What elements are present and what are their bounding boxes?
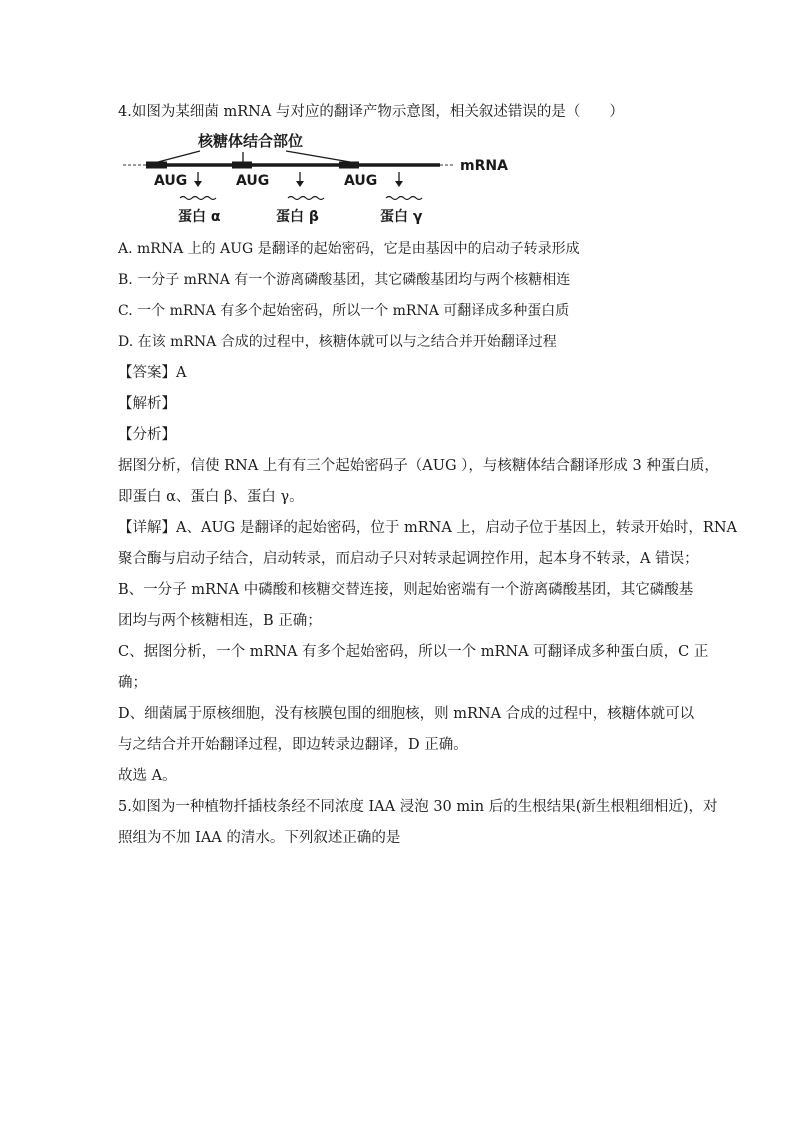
analysis-heading: 【解析】 <box>118 396 176 412</box>
mrna-label: mRNA <box>460 158 508 174</box>
analysis-line-1: 据图分析，信使 RNA 上有有三个起始密码子（AUG ），与核糖体结合翻译形成 3 种蛋白质， <box>118 458 719 474</box>
start-codon-block-3 <box>339 162 359 169</box>
protein-beta-label: 蛋白 β <box>276 209 319 225</box>
detail-line-7: D、细菌属于原核细胞，没有核膜包围的细胞核，则 mRNA 合成的过程中，核糖体就可以 <box>118 706 695 722</box>
aug-label-3: AUG <box>344 173 378 189</box>
question-5-stem-line-2: 照组为不加 IAA 的清水。下列叙述正确的是 <box>118 830 401 846</box>
option-b: B. 一分子 mRNA 有一个游离磷酸基团，其它磷酸基团均与两个核糖相连 <box>118 272 571 288</box>
ribosome-binding-site-label: 核糖体结合部位 <box>198 132 304 150</box>
option-a: A. mRNA 上的 AUG 是翻译的起始密码，它是由基因中的启动子转录形成 <box>118 241 580 257</box>
detail-line-9: 故选 A。 <box>118 768 177 784</box>
answer-line: 【答案】A <box>118 365 187 381</box>
detail-line-3: B、一分子 mRNA 中磷酸和核糖交替连接，则起始密端有一个游离磷酸基团，其它磷酸基 <box>118 582 694 598</box>
pointer-line-right <box>286 151 350 162</box>
mrna-translation-diagram <box>118 126 518 236</box>
start-codon-block-2 <box>232 162 252 169</box>
question-4-stem: 4.如图为某细菌 mRNA 与对应的翻译产物示意图，相关叙述错误的是（ ） <box>118 104 624 120</box>
option-d: D. 在该 mRNA 合成的过程中，核糖体就可以与之结合并开始翻译过程 <box>118 334 557 350</box>
analysis-line-2: 即蛋白 α、蛋白 β、蛋白 γ。 <box>118 489 304 505</box>
analysis-subheading: 【分析】 <box>118 427 176 443</box>
detail-line-2: 聚合酶与启动子结合，启动转录，而启动子只对转录起调控作用，起本身不转录，A 错误； <box>118 551 699 567</box>
aug-label-1: AUG <box>154 173 188 189</box>
detail-line-1: 【详解】A、AUG 是翻译的起始密码，位于 mRNA 上，启动子位于基因上，转录开始时，RNA <box>118 520 737 536</box>
start-codon-block-1 <box>146 162 167 169</box>
option-c: C. 一个 mRNA 有多个起始密码，所以一个 mRNA 可翻译成多种蛋白质 <box>118 303 570 319</box>
aug-label-2: AUG <box>236 173 270 189</box>
pointer-line-left <box>158 151 200 162</box>
wavy-line-icon <box>180 197 422 200</box>
detail-line-6: 确； <box>118 675 147 691</box>
detail-line-4: 团均与两个核糖相连，B 正确； <box>118 613 322 629</box>
protein-alpha-label: 蛋白 α <box>178 209 221 225</box>
question-5-stem-line-1: 5.如图为一种植物扦插枝条经不同浓度 IAA 浸泡 30 min 后的生根结果(新生根粗细相近)，对 <box>118 799 718 815</box>
detail-line-5: C、据图分析，一个 mRNA 有多个起始密码，所以一个 mRNA 可翻译成多种蛋白质，C 正 <box>118 644 709 660</box>
protein-gamma-label: 蛋白 γ <box>380 209 423 225</box>
detail-line-8: 与之结合并开始翻译过程，即边转录边翻译，D 正确。 <box>118 737 468 753</box>
